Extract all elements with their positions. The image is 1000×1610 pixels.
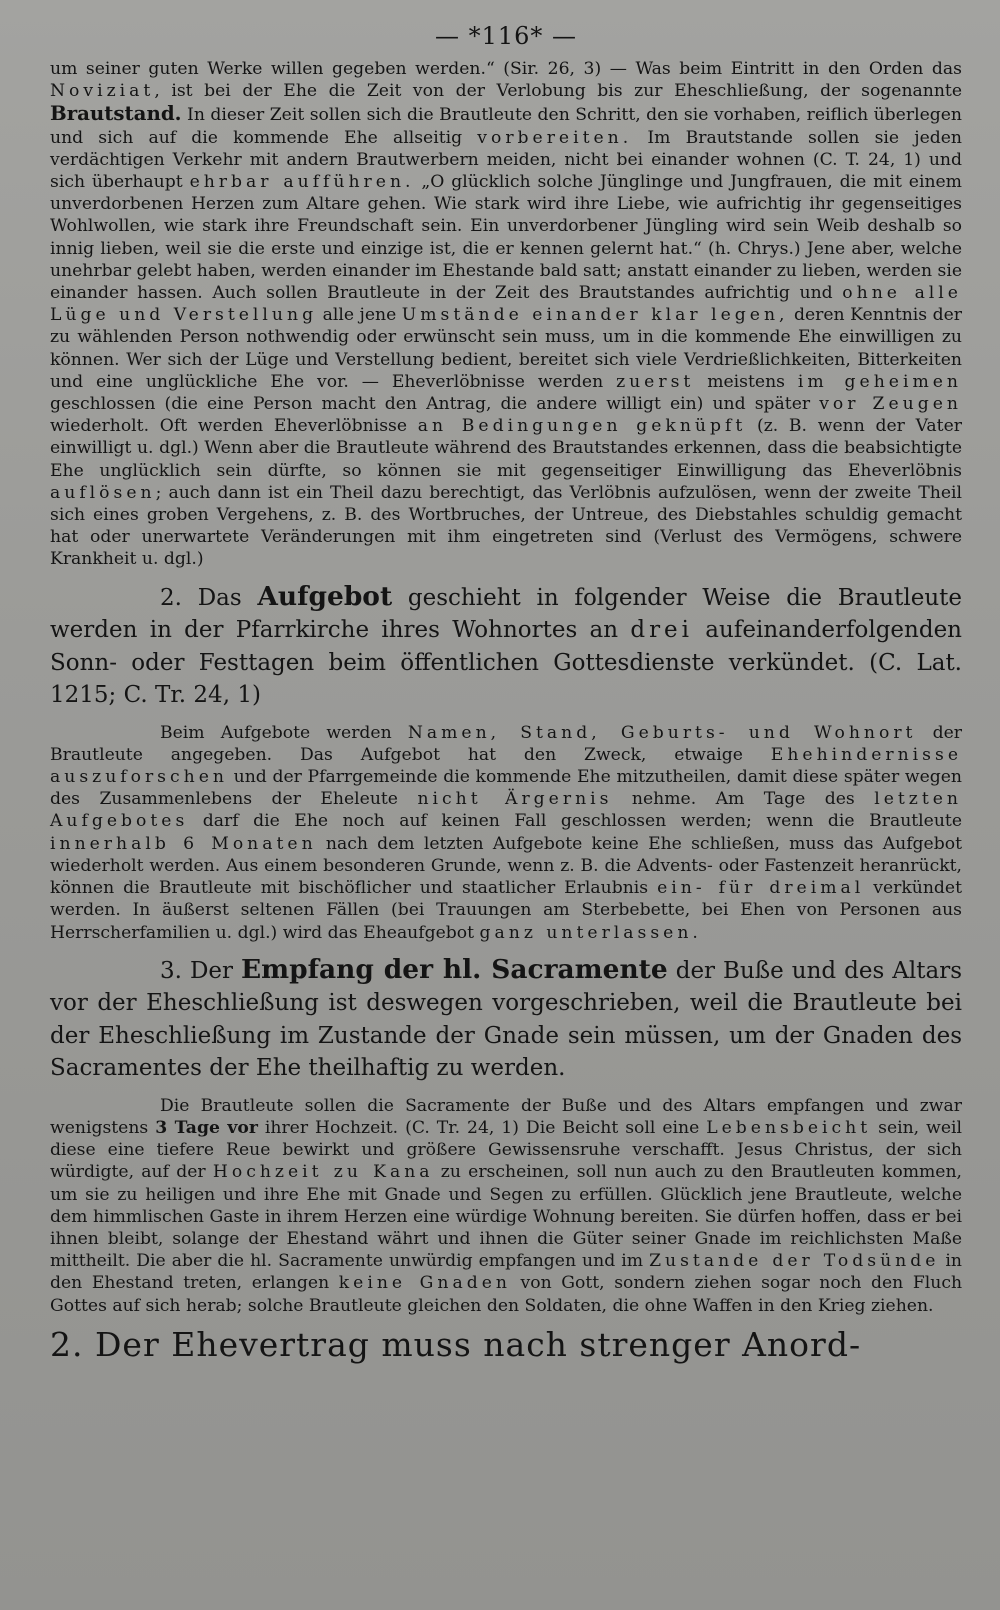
bold-term: Brautstand.: [50, 101, 182, 126]
spaced-emphasis: innerhalb 6 Monaten: [50, 833, 317, 854]
spaced-emphasis: zuerst: [616, 371, 695, 392]
spaced-emphasis: ein- für dreimal: [657, 878, 865, 899]
spaced-emphasis: vorbereiten.: [477, 127, 633, 148]
spaced-emphasis: Hochzeit zu Kana: [212, 1162, 434, 1183]
spaced-emphasis: Lebensbeicht: [706, 1117, 872, 1138]
spaced-emphasis: vor Zeugen: [819, 394, 962, 415]
spaced-emphasis: Ehehindernisse auszuforschen: [50, 744, 962, 788]
spaced-emphasis: letzten Aufgebotes: [50, 789, 962, 832]
spaced-emphasis: an Bedingungen geknüpft: [417, 416, 747, 437]
spaced-emphasis: Noviziat: [50, 81, 155, 102]
spaced-emphasis: Namen, Stand, Geburts- und Wohnort: [407, 722, 917, 743]
spaced-emphasis: ehrbar aufführen.: [189, 172, 415, 193]
paragraph-sacramente-details: Die Brautleute sollen die Sacramente der Buße und des Altars empfangen und zwar wenigstens 3 Tage vor ihrer Hochzeit. (C. Tr. 24, 1) Die Beicht soll eine Lebensbeicht sein, weil diese eine tiefere Reue bewirkt und größere Gewissensruhe verschafft. Jesus Christus, der sich würdigte, auf der Hochzeit zu Kana zu erscheinen, soll nun auch zu den Brautleuten kommen, um sie zu heiligen und ihre Ehe mit Gnade und Segen zu erfüllen. Glücklich jene Brautleute, welche dem himmlischen Gaste in ihrem Herzen eine würdige Wohnung bereiten. Sie dürfen hoffen, dass er bei ihnen bleibt, solange der Ehestand währt und ihnen die Güter seiner Gnade im reichlichsten Maße mittheilt. Die aber die hl. Sacramente unwürdig empfangen und im Zustande der Todsünde in den Ehestand treten, erlangen keine Gnaden von Gott, sondern ziehen sogar noch den Fluch Gottes auf sich herab; solche Brautleute gleichen den Soldaten, die ohne Waffen in den Krieg ziehen.: [50, 1095, 963, 1316]
spaced-emphasis: drei: [630, 617, 694, 644]
page-number-header: — *116* —: [434, 22, 578, 50]
spaced-emphasis: nicht Ärgernis: [417, 789, 613, 810]
bold-term: Empfang der hl. Sacramente: [241, 953, 668, 985]
next-section-heading: 2. Der Ehevertrag muss nach strenger Anord-: [50, 1324, 862, 1364]
bold-term: Aufgebot: [257, 580, 393, 612]
bold-term: 3 Tage vor: [155, 1117, 258, 1138]
spaced-emphasis: keine Gnaden: [338, 1273, 511, 1294]
spaced-emphasis: im geheimen: [797, 371, 962, 392]
spaced-emphasis: ohne alle Lüge und Verstellung: [50, 283, 962, 326]
paragraph-sacramente: 3. Der Empfang der hl. Sacramente der Buße und des Altars vor der Eheschließung ist deswegen vorgeschrieben, weil die Brautleute bei der Eheschließung im Zustande der Gnade sein müssen, um der Gnaden des Sacramentes der Ehe theilhaftig zu werden.: [50, 953, 962, 1082]
spaced-emphasis: ganz unterlassen.: [479, 922, 702, 943]
paragraph-aufgebot: 2. Das Aufgebot geschieht in folgender Weise die Brautleute werden in der Pfarrkirche ihres Wohnortes an drei aufeinanderfolgenden Sonn- oder Festtagen beim öffentlichen Gottesdienste verkündet. (C. Lat. 1215; C. Tr. 24, 1): [50, 580, 962, 709]
spaced-emphasis: auflösen: [50, 482, 156, 503]
spaced-emphasis: Zustande der Todsünde: [649, 1251, 940, 1272]
paragraph-aufgebot-details: Beim Aufgebote werden Namen, Stand, Geburts- und Wohnort der Brautleute angegeben. Das Aufgebot hat den Zweck, etwaige Ehehindernisse auszuforschen und der Pfarrgemeinde die kommende Ehe mitzutheilen, damit diese später wegen des Zusammenlebens der Eheleute nicht Ärgernis nehme. Am Tage des letzten Aufgebotes darf die Ehe noch auf keinen Fall geschlossen werden; wenn die Brautleute innerhalb 6 Monaten nach dem letzten Aufgebote keine Ehe schließen, muss das Aufgebot wiederholt werden. Aus einem besonderen Grunde, wenn z. B. die Advents- oder Fastenzeit heranrückt, können die Brautleute mit bischöflicher und staatlicher Erlaubnis ein- für dreimal verkündet werden. In äußerst seltenen Fällen (bei Trauungen am Sterbebette, bei Ehen von Personen aus Herrscherfamilien u. dgl.) wird das Eheaufgebot ganz unterlassen.: [50, 722, 962, 943]
spaced-emphasis: Umstände einander klar legen,: [401, 305, 789, 326]
paragraph-brautstand: um seiner guten Werke willen gegeben werden.“ (Sir. 26, 3) — Was beim Eintritt in den Orden das Noviziat, ist bei der Ehe die Zeit von der Verlobung bis zur Eheschließung, der sogenannte Brautstand. In dieser Zeit sollen sich die Brautleute den Schritt, den sie vorhaben, reiflich überlegen und sich auf die kommende Ehe allseitig vorbereiten. Im Brautstande sollen sie jeden verdächtigen Verkehr mit andern Brautwerbern meiden, nicht bei einander wohnen (C. T. 24, 1) und sich überhaupt ehrbar aufführen. „O glücklich solche Jünglinge und Jungfrauen, die mit einem unverdorbenen Herzen zum Altare gehen. Wie stark wird ihre Liebe, wie aufrichtig ihr gegenseitiges Wohlwollen, wie stark ihre Freundschaft sein. Ein unverdorbener Jüngling wird sein Weib deshalb so innig lieben, weil sie die erste und einzige ist, die er kennen gelernt hat.“ (h. Chrys.) Jene aber, welche unehrbar gelebt haben, werden einander im Ehestande bald satt; anstatt einander zu lieben, werden sie einander hassen. Auch sollen Brautleute in der Zeit des Brautstandes aufrichtig und ohne alle Lüge und Verstellung alle jene Umstände einander klar legen, deren Kenntnis der zu wählenden Person nothwendig oder erwünscht sein muss, um in die kommende Ehe einwilligen zu können. Wer sich der Lüge und Verstellung bedient, bereitet sich viele Verdrießlichkeiten, Bitterkeiten und eine unglückliche Ehe vor. — Eheverlöbnisse werden zuerst meistens im geheimen geschlossen (die eine Person macht den Antrag, die andere willigt ein) und später vor Zeugen wiederholt. Oft werden Eheverlöbnisse an Bedingungen geknüpft (z. B. wenn der Vater einwilligt u. dgl.) Wenn aber die Brautleute während des Brautstandes erkennen, dass die beabsichtigte Ehe unglücklich sein dürfte, so können sie mit gegenseitiger Einwilligung das Eheverlöbnis auflösen; auch dann ist ein Theil dazu berechtigt, das Verlöbnis aufzulösen, wenn der zweite Theil sich eines groben Vergehens, z. B. des Wortbruches, der Untreue, des Diebstahles schuldig gemacht hat oder unerwartete Veränderungen mit ihm eingetreten sind (Verlust des Vermögens, schwere Krankheit u. dgl.): [50, 59, 963, 570]
